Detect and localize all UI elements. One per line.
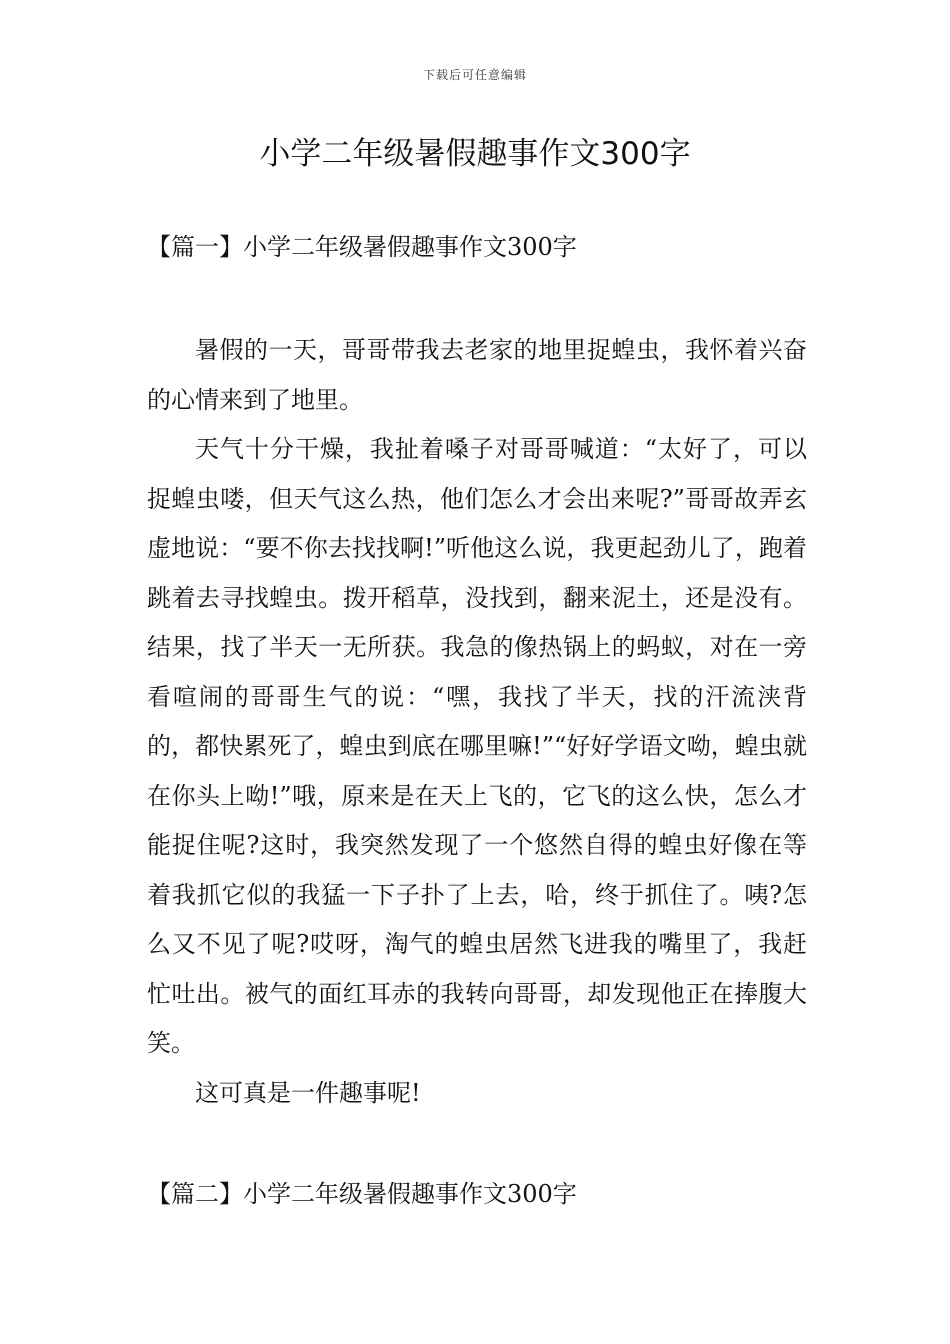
section-heading-1: 【篇一】小学二年级暑假趣事作文300字: [147, 233, 577, 261]
document-title: 小学二年级暑假趣事作文300字: [259, 136, 691, 172]
paragraph-2: 天气十分干燥，我扯着嗓子对哥哥喊道：“太好了，可以捉蝗虫喽，但天气这么热，他们怎么才会出来呢?”哥哥故弄玄虚地说：“要不你去找找啊!”听他这么说，我更起劲儿了，跑着跳着去寻找蝗虫。拨开稻草，没找到，翻来泥土，还是没有。结果，找了半天一无所获。我急的像热锅上的蚂蚁，对在一旁看喧闹的哥哥生气的说：“嘿，我找了半天，找的汗流浃背的，都快累死了，蝗虫到底在哪里嘛!”“好好学语文呦，蝗虫就在你头上呦!”哦，原来是在天上飞的，它飞的这么快，怎么才能捉住呢?这时，我突然发现了一个悠然自得的蝗虫好像在等着我抓它似的我猛一下子扑了上去，哈，终于抓住了。咦?怎么又不见了呢?哎呀，淘气的蝗虫居然飞进我的嘴里了，我赶忙吐出。被气的面红耳赤的我转向哥哥，却发现他正在捧腹大笑。: [147, 435, 807, 1057]
download-note: 下载后可任意编辑: [422, 68, 527, 82]
section-heading-2: 【篇二】小学二年级暑假趣事作文300字: [147, 1180, 577, 1208]
paragraph-3: 这可真是一件趣事呢!: [195, 1078, 421, 1107]
paragraph-1: 暑假的一天，哥哥带我去老家的地里捉蝗虫，我怀着兴奋的心情来到了地里。: [147, 336, 807, 414]
section-1-body: [147, 326, 807, 1118]
